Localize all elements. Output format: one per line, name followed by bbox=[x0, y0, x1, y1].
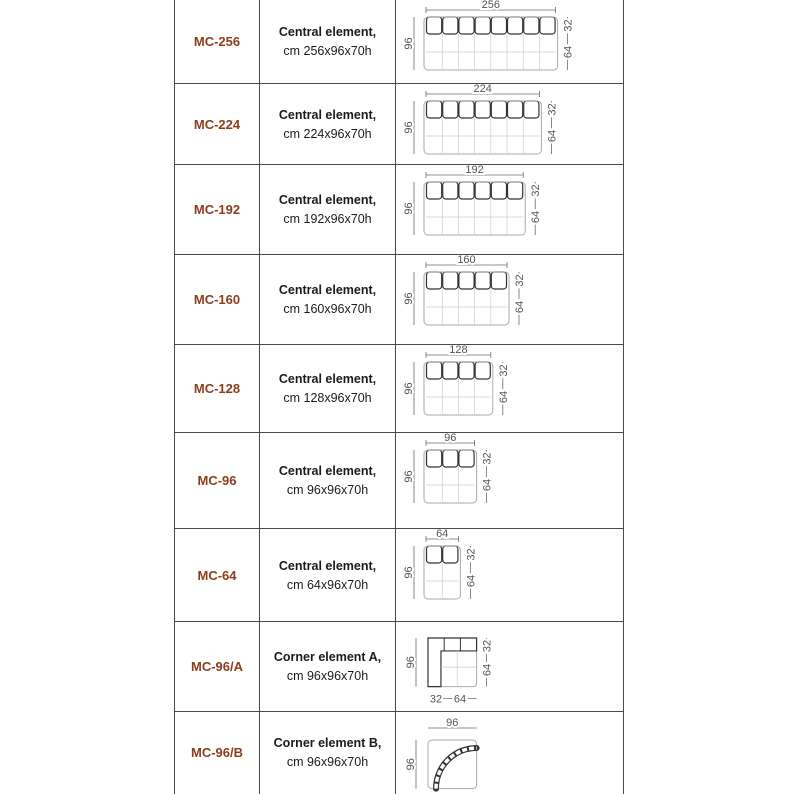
seat-label: 64 bbox=[481, 663, 494, 677]
back-cushion bbox=[491, 182, 506, 199]
product-code: MC-256 bbox=[193, 34, 241, 49]
module-drawing bbox=[396, 712, 623, 793]
product-description bbox=[260, 23, 395, 61]
back-cushion bbox=[427, 272, 442, 289]
width-label: 224 bbox=[473, 84, 492, 95]
depth-label: 96 bbox=[403, 566, 415, 579]
product-name: Central element, bbox=[278, 464, 377, 478]
module-drawing bbox=[396, 255, 623, 344]
product-code: MC-96/B bbox=[190, 745, 243, 760]
product-size: cm 224x96x70h bbox=[283, 126, 372, 141]
bottom-left-label: 32 bbox=[429, 693, 443, 706]
depth-label: 96 bbox=[403, 37, 415, 50]
back-cushion bbox=[475, 182, 490, 199]
product-name: Central element, bbox=[278, 193, 377, 207]
back-cushion bbox=[443, 546, 458, 563]
seat-label: 64 bbox=[497, 390, 510, 404]
product-code: MC-160 bbox=[193, 292, 241, 307]
back-cushion bbox=[524, 101, 539, 118]
product-name: Corner element B, bbox=[273, 736, 382, 750]
product-code: MC-96/A bbox=[190, 659, 243, 674]
product-size: cm 96x96x70h bbox=[286, 669, 369, 683]
table-border-right bbox=[623, 0, 624, 794]
module-drawing bbox=[396, 84, 623, 164]
back-cushion bbox=[459, 362, 474, 379]
product-description bbox=[260, 557, 395, 595]
product-size: cm 128x96x70h bbox=[283, 391, 372, 405]
product-name: Corner element A, bbox=[273, 650, 382, 664]
back-cushion bbox=[443, 101, 458, 118]
module-diagram bbox=[396, 84, 623, 164]
back-label: 32 bbox=[546, 103, 559, 116]
product-size: cm 192x96x70h bbox=[283, 212, 372, 226]
module-drawing bbox=[396, 529, 623, 621]
depth-label: 96 bbox=[403, 202, 415, 215]
back-cushion bbox=[427, 182, 442, 199]
back-cushion bbox=[475, 17, 490, 34]
width-label: 64 bbox=[436, 529, 449, 540]
back-cushion bbox=[427, 101, 442, 118]
product-code: MC-128 bbox=[193, 381, 241, 396]
module-diagram bbox=[396, 0, 623, 83]
width-label: 256 bbox=[481, 0, 500, 11]
back-label: 32 bbox=[481, 639, 494, 653]
module-diagram bbox=[396, 622, 623, 711]
back-label: 32 bbox=[465, 548, 478, 561]
width-label: 128 bbox=[449, 345, 468, 356]
width-label: 96 bbox=[444, 433, 457, 444]
back-cushion bbox=[491, 17, 506, 34]
product-description bbox=[260, 462, 395, 500]
product-name: Central element, bbox=[278, 283, 377, 297]
back-cushion bbox=[427, 17, 442, 34]
depth-label: 96 bbox=[403, 382, 415, 395]
module-diagram bbox=[396, 165, 623, 254]
back-cushion bbox=[475, 362, 490, 379]
back-cushion bbox=[475, 272, 490, 289]
product-size: cm 64x96x70h bbox=[286, 577, 369, 592]
product-name: Central element, bbox=[278, 558, 377, 573]
back-cushion bbox=[443, 362, 458, 379]
product-description bbox=[260, 734, 395, 772]
back-cushion bbox=[540, 17, 555, 34]
depth-label: 96 bbox=[403, 470, 415, 483]
module-drawing bbox=[396, 622, 623, 711]
product-description bbox=[260, 281, 395, 319]
seat-label: 64 bbox=[481, 478, 494, 492]
module-drawing bbox=[396, 165, 623, 254]
back-cushion bbox=[443, 450, 458, 467]
back-cushion bbox=[427, 362, 442, 379]
back-cushion bbox=[459, 17, 474, 34]
depth-label: 96 bbox=[405, 656, 417, 669]
product-name: Central element, bbox=[278, 107, 377, 122]
product-code: MC-192 bbox=[193, 202, 241, 217]
seat-label: 64 bbox=[514, 300, 526, 314]
back-label: 32 bbox=[530, 184, 543, 197]
seat-label: 64 bbox=[465, 574, 478, 588]
bottom-right-label: 64 bbox=[453, 693, 467, 706]
seat-label: 64 bbox=[546, 129, 559, 143]
module-diagram bbox=[396, 433, 623, 528]
back-label: 32 bbox=[497, 364, 510, 377]
product-name: Central element, bbox=[278, 372, 377, 386]
corner-backrest bbox=[428, 638, 477, 687]
width-label: 96 bbox=[446, 717, 459, 729]
product-size: cm 160x96x70h bbox=[283, 302, 372, 316]
back-cushion bbox=[443, 17, 458, 34]
back-label: 32 bbox=[562, 19, 575, 32]
product-size: cm 96x96x70h bbox=[286, 483, 369, 497]
product-code: MC-96 bbox=[197, 473, 237, 488]
width-label: 160 bbox=[457, 255, 476, 266]
product-description bbox=[260, 191, 395, 229]
back-cushion bbox=[443, 182, 458, 199]
back-cushion bbox=[475, 101, 490, 118]
depth-label: 96 bbox=[403, 121, 415, 134]
back-cushion bbox=[508, 101, 523, 118]
seat-label: 64 bbox=[530, 210, 543, 224]
product-size: cm 96x96x70h bbox=[286, 755, 369, 769]
back-cushion bbox=[427, 546, 442, 563]
back-cushion bbox=[459, 272, 474, 289]
back-label: 32 bbox=[514, 274, 526, 287]
seat-label: 64 bbox=[562, 45, 575, 59]
module-drawing bbox=[396, 433, 623, 528]
back-cushion bbox=[459, 450, 474, 467]
product-description bbox=[260, 648, 395, 686]
product-description bbox=[260, 106, 395, 144]
product-size: cm 256x96x70h bbox=[283, 44, 372, 58]
back-cushion bbox=[491, 101, 506, 118]
product-code: MC-64 bbox=[197, 567, 237, 583]
depth-label: 96 bbox=[403, 292, 415, 305]
module-drawing bbox=[396, 345, 623, 432]
back-cushion bbox=[508, 182, 523, 199]
curved-backrest-segments bbox=[436, 748, 477, 789]
back-cushion bbox=[443, 272, 458, 289]
product-name: Central element, bbox=[278, 25, 377, 39]
product-code: MC-224 bbox=[193, 116, 241, 132]
width-label: 192 bbox=[465, 165, 484, 176]
product-description bbox=[260, 370, 395, 408]
depth-label: 96 bbox=[405, 758, 417, 771]
module-diagram bbox=[396, 255, 623, 344]
back-cushion bbox=[508, 17, 523, 34]
module-diagram bbox=[396, 345, 623, 432]
back-cushion bbox=[491, 272, 506, 289]
back-cushion bbox=[459, 101, 474, 118]
back-cushion bbox=[524, 17, 539, 34]
module-diagram bbox=[396, 529, 623, 621]
back-cushion bbox=[427, 450, 442, 467]
module-diagram bbox=[396, 712, 623, 793]
back-label: 32 bbox=[481, 452, 494, 465]
back-cushion bbox=[459, 182, 474, 199]
module-drawing bbox=[396, 0, 623, 83]
